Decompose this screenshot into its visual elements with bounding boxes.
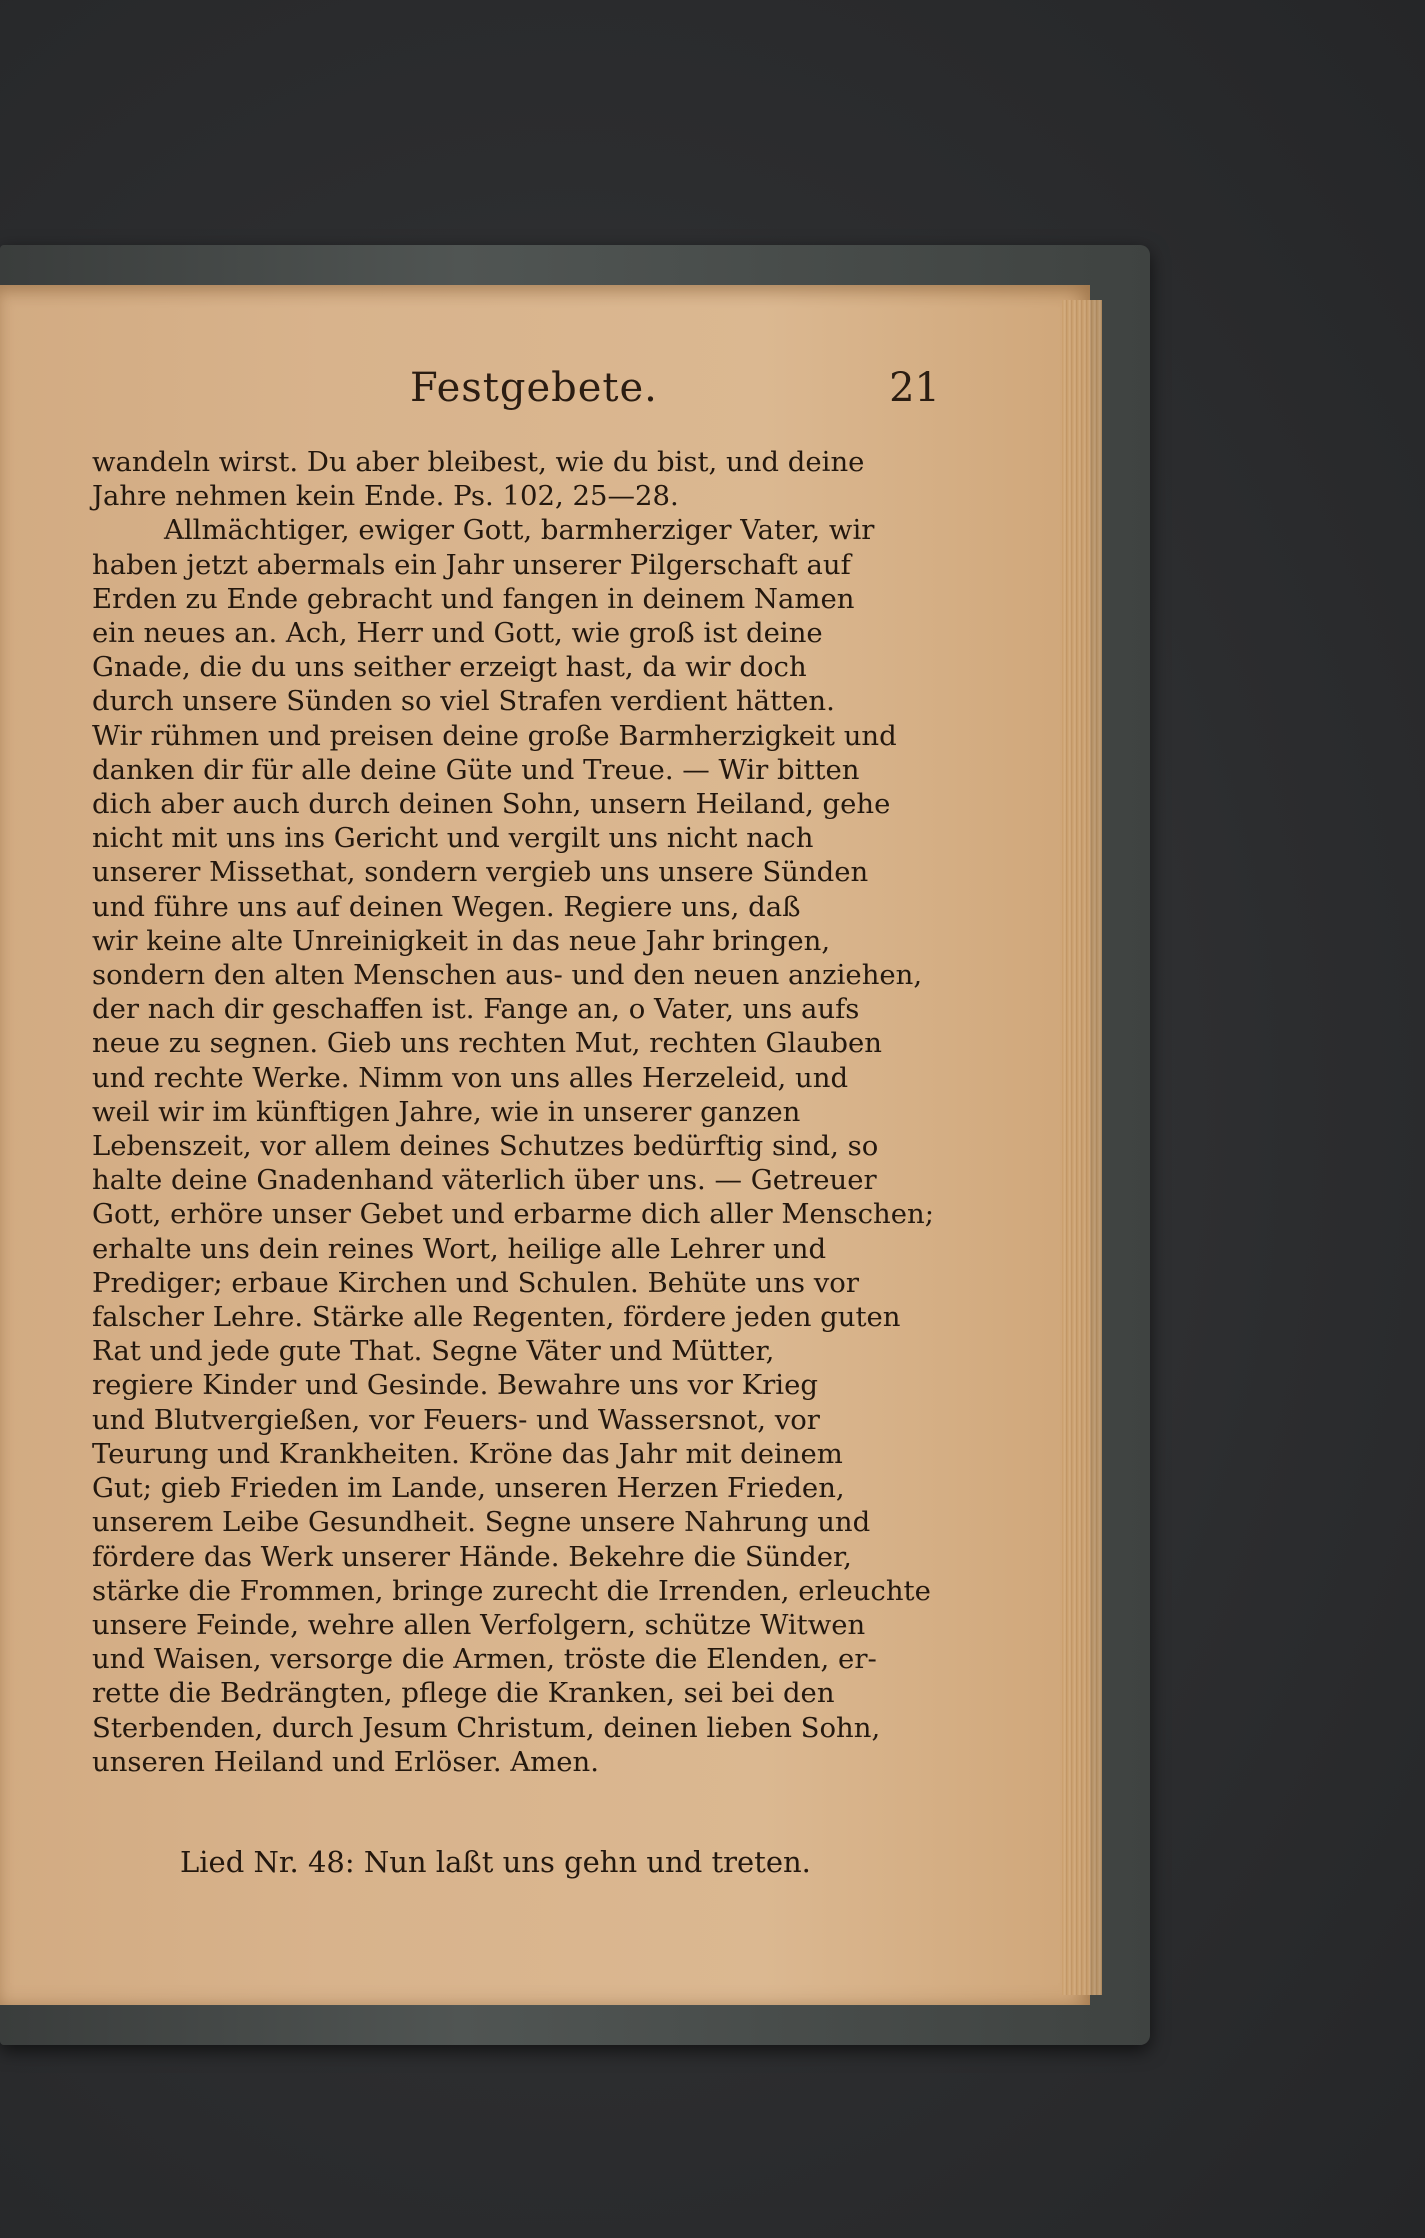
text-line: unserem Leibe Gesundheit. Segne unsere Nahrung und bbox=[92, 1506, 871, 1539]
text-line: sondern den alten Menschen aus- und den neuen anziehen, bbox=[92, 959, 923, 992]
text-line: und rechte Werke. Nimm von uns alles Herzeleid, und bbox=[92, 1061, 849, 1094]
text-line: Prediger; erbaue Kirchen und Schulen. Behüte uns vor bbox=[92, 1266, 860, 1299]
text-line: Allmächtiger, ewiger Gott, barmherziger Vater, wir bbox=[164, 514, 875, 547]
text-line: weil wir im künftigen Jahre, wie in unserer ganzen bbox=[92, 1095, 801, 1128]
text-line: rette die Bedrängten, pflege die Kranken, sei bei den bbox=[92, 1677, 835, 1710]
page-header bbox=[90, 365, 950, 425]
text-line: nicht mit uns ins Gericht und vergilt uns nicht nach bbox=[92, 822, 814, 855]
text-line: ein neues an. Ach, Herr und Gott, wie groß ist deine bbox=[92, 617, 823, 650]
text-line: regiere Kinder und Gesinde. Bewahre uns vor Krieg bbox=[92, 1369, 818, 1402]
song-reference: Lied Nr. 48: Nun laßt uns gehn und treten. bbox=[180, 1845, 811, 1879]
text-line: durch unsere Sünden so viel Strafen verdient hätten. bbox=[92, 685, 835, 718]
prayer-text bbox=[92, 445, 954, 1779]
text-line: halte deine Gnadenhand väterlich über uns. — Getreuer bbox=[92, 1164, 877, 1197]
text-line: neue zu segnen. Gieb uns rechten Mut, rechten Glauben bbox=[92, 1027, 882, 1060]
text-line: Wir rühmen und preisen deine große Barmherzigkeit und bbox=[92, 719, 897, 752]
page-edges bbox=[1062, 300, 1102, 1995]
text-line: fördere das Werk unserer Hände. Bekehre die Sünder, bbox=[92, 1540, 852, 1573]
running-title: Festgebete. bbox=[410, 365, 658, 411]
text-line: erhalte uns dein reines Wort, heilige alle Lehrer und bbox=[92, 1232, 827, 1265]
text-line: Gnade, die du uns seither erzeigt hast, da wir doch bbox=[92, 651, 807, 684]
text-line: unserer Missethat, sondern vergieb uns unsere Sünden bbox=[92, 856, 869, 889]
text-line: Teurung und Krankheiten. Kröne das Jahr mit deinem bbox=[92, 1437, 843, 1470]
text-line: haben jetzt abermals ein Jahr unserer Pilgerschaft auf bbox=[92, 548, 851, 581]
text-line: Lebenszeit, vor allem deines Schutzes bedürftig sind, so bbox=[92, 1130, 879, 1163]
text-line: Gott, erhöre unser Gebet und erbarme dich aller Menschen; bbox=[92, 1198, 935, 1231]
text-line: danken dir für alle deine Güte und Treue. — Wir bitten bbox=[92, 753, 860, 786]
text-line: unseren Heiland und Erlöser. Amen. bbox=[92, 1745, 599, 1778]
text-line: und führe uns auf deinen Wegen. Regiere uns, daß bbox=[92, 890, 801, 923]
text-line: dich aber auch durch deinen Sohn, unsern Heiland, gehe bbox=[92, 788, 891, 821]
text-line: wandeln wirst. Du aber bleibest, wie du bist, und deine bbox=[92, 446, 865, 478]
text-line: und Waisen, versorge die Armen, tröste die Elenden, er- bbox=[92, 1643, 877, 1676]
text-line: Jahre nehmen kein Ende. Ps. 102, 25—28. bbox=[92, 480, 679, 513]
text-line: Gut; gieb Frieden im Lande, unseren Herzen Frieden, bbox=[92, 1472, 845, 1505]
text-line: unsere Feinde, wehre allen Verfolgern, schütze Witwen bbox=[92, 1608, 866, 1641]
text-line: Erden zu Ende gebracht und fangen in deinem Namen bbox=[92, 582, 855, 615]
text-line: wir keine alte Unreinigkeit in das neue Jahr bringen, bbox=[92, 924, 831, 957]
text-line: und Blutvergießen, vor Feuers- und Wassersnot, vor bbox=[92, 1403, 820, 1436]
text-line: der nach dir geschaffen ist. Fange an, o Vater, uns aufs bbox=[92, 993, 860, 1026]
text-line: Rat und jede gute That. Segne Väter und Mütter, bbox=[92, 1335, 775, 1368]
text-line: Sterbenden, durch Jesum Christum, deinen lieben Sohn, bbox=[92, 1711, 881, 1744]
page-number: 21 bbox=[889, 365, 940, 411]
text-line: stärke die Frommen, bringe zurecht die Irrenden, erleuchte bbox=[92, 1574, 931, 1607]
text-line: falscher Lehre. Stärke alle Regenten, fördere jeden guten bbox=[92, 1301, 901, 1334]
